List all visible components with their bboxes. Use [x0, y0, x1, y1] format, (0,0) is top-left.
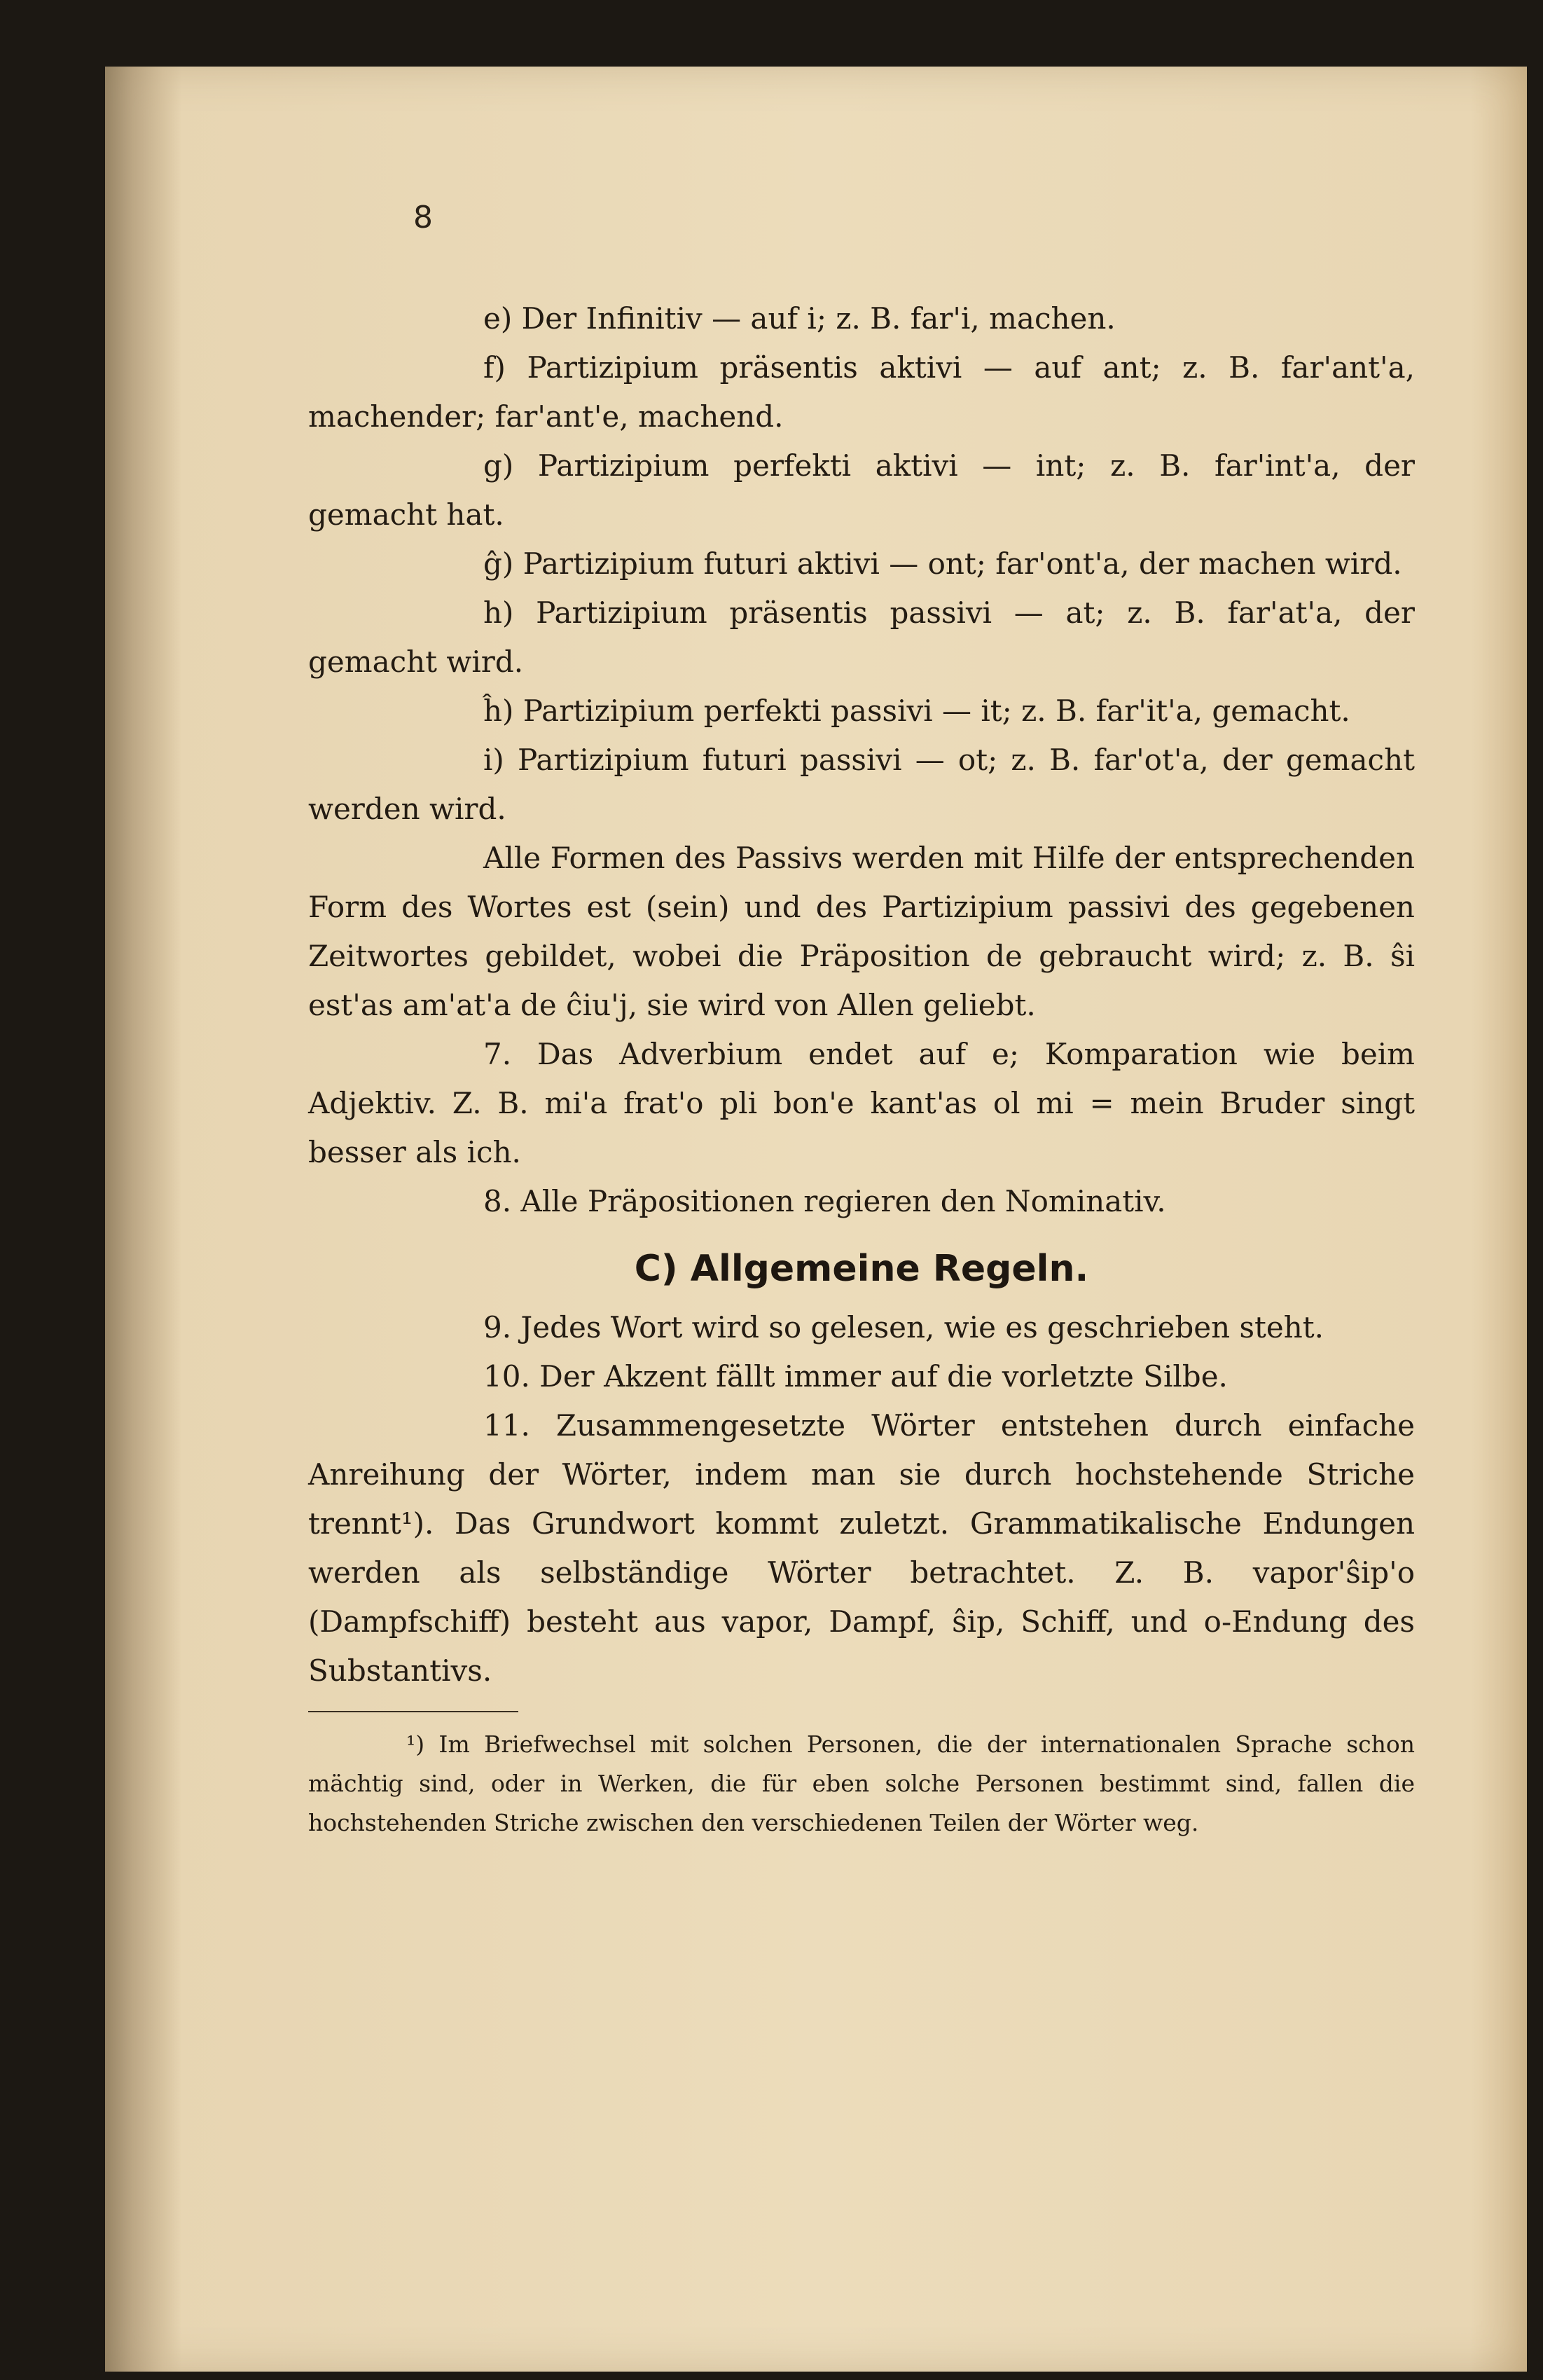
page-spine-shadow [105, 67, 182, 2372]
section-heading: C) Allgemeine Regeln. [634, 1248, 1089, 1290]
paragraph-infinitive: e) Der Infinitiv — auf i; z. B. far'i, machen. [483, 301, 1116, 336]
footnote: ¹) Im Briefwechsel mit solchen Personen, die der internationalen Sprache schon mächtig sind, oder in Werken, die für eben solche Personen bestimmt sind, fallen die hochstehenden Striche zwischen den verschiedenen Teilen der Wörter weg. [308, 1731, 1415, 1836]
rule-10: 10. Der Akzent fällt immer auf die vorletzte Silbe. [483, 1359, 1228, 1394]
rule-9: 9. Jedes Wort wird so gelesen, wie es geschrieben steht. [483, 1310, 1324, 1344]
paragraph-participle-future-active: ĝ) Partizipium futuri aktivi — ont; far'ont'a, der machen wird. [483, 546, 1402, 581]
paragraph-participle-future-passive: i) Partizipium futuri passivi — ot; z. B. far'ot'a, der gemacht werden wird. [308, 743, 1415, 826]
paragraph-participle-present-active: f) Partizipium präsentis aktivi — auf ant; z. B. far'ant'a, machender; far'ant'e, machend. [308, 350, 1415, 434]
paragraph-passive-forms: Alle Formen des Passivs werden mit Hilfe der entsprechenden Form des Wortes est (sein) und des Partizipium passivi des gegebenen Zeitwortes gebildet, wobei die Präposition de gebraucht wird; z. B. ŝi est'as am'at'a de ĉiu'j, sie wird von Allen geliebt. [308, 841, 1415, 1022]
paragraph-participle-present-passive: h) Partizipium präsentis passivi — at; z. B. far'at'a, der gemacht wird. [308, 596, 1415, 679]
paragraph-participle-perfect-passive: ĥ) Partizipium perfekti passivi — it; z. B. far'it'a, gemacht. [483, 694, 1350, 728]
paragraph-participle-perfect-active: g) Partizipium perfekti aktivi — int; z. B. far'int'a, der gemacht hat. [308, 448, 1415, 532]
page-number: 8 [413, 200, 433, 235]
paragraph-adverb: 7. Das Adverbium endet auf e; Komparation wie beim Adjektiv. Z. B. mi'a frat'o pli bon'e kant'as ol mi = mein Bruder singt besser als ich. [308, 1037, 1415, 1169]
footnote-divider [308, 1711, 518, 1712]
paragraph-prepositions: 8. Alle Präpositionen regieren den Nominativ. [483, 1184, 1166, 1218]
page-body [308, 294, 1415, 1843]
rule-11: 11. Zusammengesetzte Wörter entstehen durch einfache Anreihung der Wörter, indem man sie durch hochstehende Striche trennt¹). Das Grundwort kommt zuletzt. Grammatikalische Endungen werden als selbständige Wörter betrachtet. Z. B. vapor'ŝip'o (Dampfschiff) besteht aus vapor, Dampf, ŝip, Schiff, und o-Endung des Substantivs. [308, 1408, 1415, 1688]
